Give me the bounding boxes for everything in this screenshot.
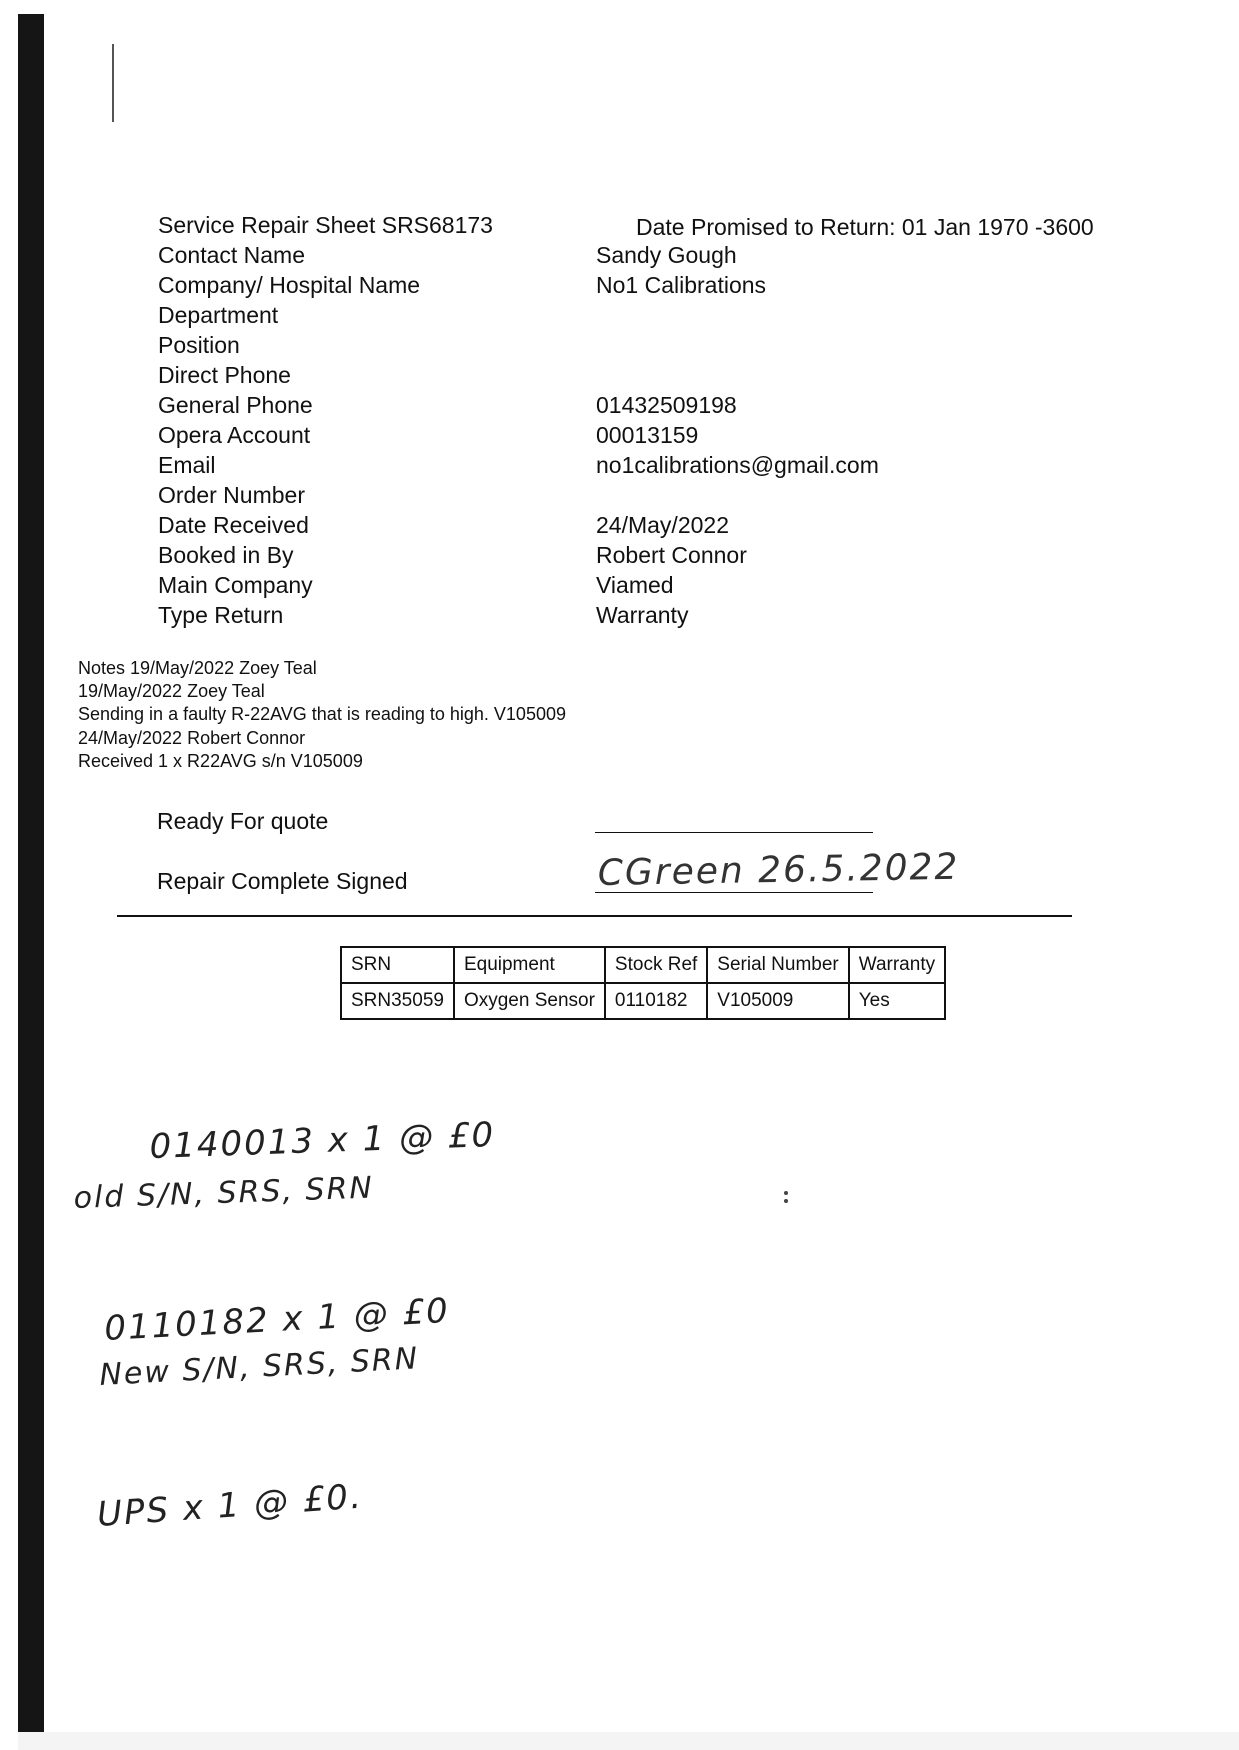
handwritten-line: UPS x 1 @ £0. (95, 1476, 365, 1535)
table-header: Warranty (849, 947, 945, 983)
field-label-order-number: Order Number (158, 482, 305, 508)
field-value-date-received: 24/May/2022 (596, 512, 729, 538)
field-label-opera-account: Opera Account (158, 422, 311, 448)
handwritten-line: 0140013 x 1 @ £0 (148, 1114, 496, 1167)
field-label-direct-phone: Direct Phone (158, 362, 291, 388)
field-value-type-return: Warranty (596, 602, 689, 628)
field-label-booked-in-by: Booked in By (158, 542, 294, 568)
field-value-booked-in-by: Robert Connor (596, 542, 747, 568)
scan-speck (784, 1199, 788, 1203)
handwritten-line: New S/N, SRS, SRN (98, 1341, 420, 1393)
table-cell-stock-ref: 0110182 (605, 983, 707, 1019)
field-label-email: Email (158, 452, 216, 478)
field-label-contact-name: Contact Name (158, 242, 306, 268)
table-header: Equipment (454, 947, 605, 983)
field-label-position: Position (158, 332, 240, 358)
date-promised: Date Promised to Return: 01 Jan 1970 -3600 (636, 214, 1094, 240)
field-value-contact-name: Sandy Gough (596, 242, 737, 268)
field-label-department: Department (158, 302, 279, 328)
table-cell-warranty: Yes (849, 983, 945, 1019)
sheet-title: Service Repair Sheet SRS68173 (158, 212, 493, 238)
handwritten-line: 0110182 x 1 @ £0 (103, 1290, 451, 1349)
table-cell-srn: SRN35059 (341, 983, 454, 1019)
field-value-email: no1calibrations@gmail.com (596, 452, 879, 478)
scan-speck (784, 1191, 788, 1195)
table-cell-equipment: Oxygen Sensor (454, 983, 605, 1019)
field-label-general-phone: General Phone (158, 392, 313, 418)
note-line: 19/May/2022 Zoey Teal (78, 681, 265, 702)
repair-complete-label: Repair Complete Signed (157, 868, 408, 894)
field-value-general-phone: 01432509198 (596, 392, 737, 418)
note-line: Notes 19/May/2022 Zoey Teal (78, 658, 317, 678)
field-value-company: No1 Calibrations (596, 272, 767, 298)
note-line: 24/May/2022 Robert Connor (78, 727, 306, 748)
field-label-type-return: Type Return (158, 602, 284, 628)
ready-for-quote-label: Ready For quote (157, 808, 329, 834)
field-value-opera-account: 00013159 (596, 422, 699, 448)
field-label-date-received: Date Received (158, 512, 309, 538)
field-label-main-company: Main Company (158, 572, 313, 598)
handwritten-signature: CGreen 26.5.2022 (597, 846, 960, 894)
note-line: Received 1 x R22AVG s/n V105009 (78, 750, 363, 771)
field-value-main-company: Viamed (596, 572, 674, 598)
note-line: Sending in a faulty R-22AVG that is reading to high. V105009 (78, 704, 566, 725)
handwritten-line: old S/N, SRS, SRN (73, 1170, 375, 1216)
field-label-company: Company/ Hospital Name (158, 272, 421, 298)
table-cell-serial-number: V105009 (707, 983, 848, 1019)
table-header: Stock Ref (605, 947, 707, 983)
table-header: SRN (341, 947, 454, 983)
table-header: Serial Number (707, 947, 848, 983)
